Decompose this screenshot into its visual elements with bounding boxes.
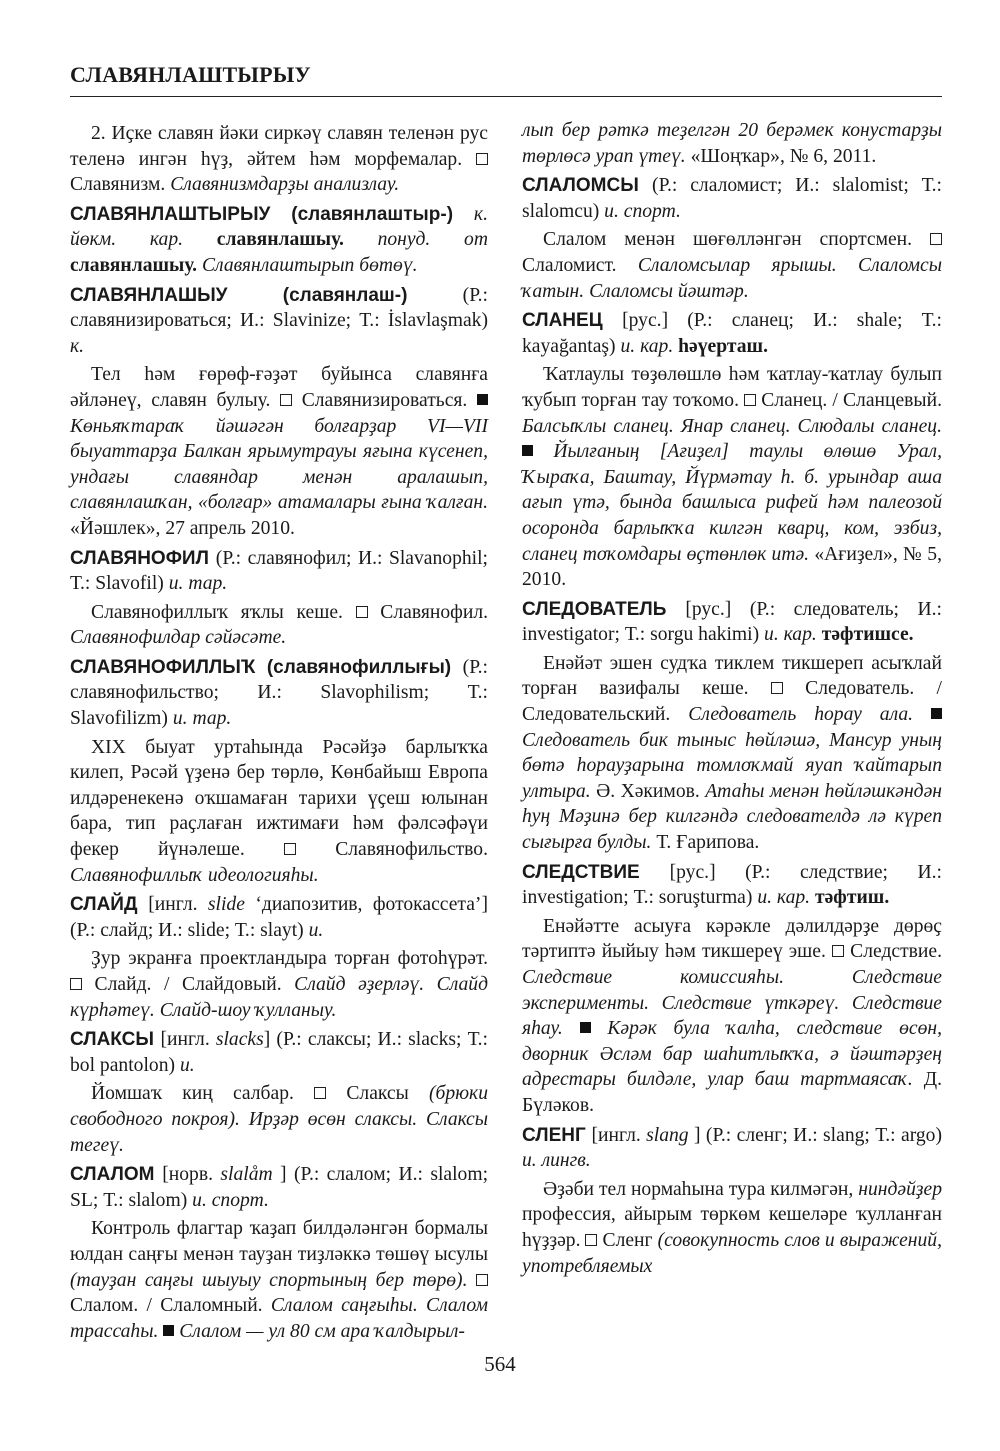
dictionary-entry	[522, 308, 942, 359]
text-run: (Р.: слаломист; И.: slalomist; Т.: slalomcu)	[522, 175, 942, 222]
text-run	[467, 1270, 476, 1291]
italic-text: к. йөкм. кар.	[70, 203, 488, 251]
text-run: [ингл.	[160, 1029, 216, 1051]
text-run: Слалом. / Слаломный.	[70, 1295, 271, 1317]
text-run: «Ағиҙел», № 5, 2010.	[522, 543, 942, 591]
page-number: 564	[484, 1352, 516, 1376]
left-column	[70, 118, 488, 1344]
text-run: Енәйәт эшен судҡа тиклем тикшереп асыҡлай торған вазифалы кеше.	[522, 652, 942, 700]
text-run: Сленг	[597, 1229, 658, 1251]
text-run: (Р.: славянизироваться; И.: Slavinize; Т.: İslavlaşmak)	[70, 284, 488, 332]
text-run: профессия, айырым төркөм кешеләре ҡулланған һүҙҙәр.	[522, 1204, 942, 1251]
white-square-marker-icon	[314, 1087, 326, 1099]
text-run: Йомшаҡ киң салбар.	[91, 1083, 315, 1105]
italic-text: и. спорт.	[604, 200, 681, 222]
text-run: Славянизироваться.	[292, 389, 477, 411]
text-run: Славянофильство.	[295, 839, 488, 861]
italic-text: slide	[207, 894, 245, 916]
definition-paragraph	[70, 1081, 488, 1158]
dictionary-entry	[70, 1027, 488, 1078]
dictionary-entry	[522, 1123, 942, 1174]
text-run: Слалом менән шөғөлләнгән спортсмен.	[543, 229, 930, 251]
definition-paragraph	[522, 1177, 942, 1279]
italic-text: Славянофилдар сәйәсәте.	[70, 627, 287, 649]
right-column	[522, 118, 942, 1279]
text-run: [ингл.	[148, 894, 208, 916]
text-run: славянлашыу.	[70, 254, 202, 276]
definition-paragraph	[522, 118, 942, 169]
definition-paragraph	[522, 914, 942, 1119]
definition-paragraph	[70, 121, 488, 198]
headword: СЛАВЯНОФИЛЛЫҠ (славянофиллығы)	[70, 656, 463, 678]
italic-text: Слайд әҙерләү. Слайд күрһәтеү. Слайд-шоу ҡулланыу.	[70, 974, 488, 1021]
italic-text: лып бер рәткә теҙелгән 20 берәмек конустарҙы төрлөсә урап үтеү.	[522, 120, 942, 167]
text-run: һәүерташ.	[678, 335, 768, 357]
text-run: Ә. Хәкимов.	[590, 780, 706, 802]
text-run: [рус.] (Р.: сланец; И.: shale; Т.: kayağantaş)	[522, 310, 942, 357]
text-run: ] (Р.: сленг; И.: slang; Т.: argo)	[688, 1124, 942, 1146]
definition-paragraph	[70, 946, 488, 1023]
text-run: Слаломист.	[522, 254, 638, 276]
text-run: Славянофиллыҡ яҡлы кеше.	[91, 601, 356, 623]
italic-text: и. тар.	[172, 708, 232, 730]
dictionary-entry	[70, 892, 488, 943]
italic-text: к.	[70, 335, 85, 357]
italic-text: Следователь бик тыныс һөйләшә, Мансур уның бөтә һорауҙарына томлоҡмай яуап ҡайтарып ултыра.	[522, 729, 942, 802]
italic-text: (брюки свободного покроя). Ирҙәр өсөн слаксы. Слаксы тегеү.	[70, 1083, 488, 1156]
italic-text: и.	[308, 919, 324, 941]
definition-paragraph	[70, 600, 488, 651]
definition-paragraph	[522, 227, 942, 304]
text-run: (Р.: славянофильство; И.: Slavophilism; Т.: Slavofilizm)	[70, 656, 488, 730]
text-run: Следствие.	[844, 941, 942, 963]
black-square-marker-icon	[580, 1022, 591, 1033]
headword: СЛАВЯНЛАШТЫРЫУ (славянлаштыр-)	[70, 203, 474, 225]
text-run: [ингл.	[591, 1124, 647, 1146]
white-square-marker-icon	[284, 843, 296, 855]
text-run: Слайд. / Слайдовый.	[82, 974, 295, 995]
text-run: «Шоңҡар», № 6, 2011.	[685, 145, 877, 167]
headword: СЛАЙД	[70, 894, 149, 916]
italic-text: Кәрәк була ҡалһа, следствие өсөн, дворник Әсләм бар шаһитлыҡҡа, ә йәштәрҙең адрестары билдәле, улар баш тартмаясаҡ.	[522, 1018, 942, 1091]
text-run: [рус.] (Р.: следователь; И.: investigator; Т.: sorgu hakimi)	[522, 598, 942, 646]
text-run: славянлашыу.	[216, 229, 378, 251]
italic-text: slacks	[215, 1029, 264, 1051]
headword: СЛАВЯНОФИЛ	[70, 547, 216, 569]
text-run: «Йәшлек», 27 апрель 2010.	[70, 517, 295, 539]
text-run: Следователь. / Следовательский.	[522, 678, 942, 726]
headword: СЛЕДОВАТЕЛЬ	[522, 598, 686, 620]
italic-text: Йылғаның [Ағиҙел] таулы өлөшө Урал, Ҡыраҡа, Баштау, Йүрмәтау һ. б. урындар аша ағып үтә, бында башлыса рифей һәм палеозой осоронда барлыҡҡа килгән кварц, ком, эзбиз, сланец тоҡомдары өҫтөнлөк итә.	[522, 441, 942, 565]
definition-paragraph	[522, 651, 942, 856]
headword: СЛАЛОМСЫ	[522, 175, 653, 197]
text-run: Ҙур экранға проектландыра торған фотоһүрәт.	[91, 948, 488, 970]
definition-paragraph	[70, 1216, 488, 1344]
headword: СЛАКСЫ	[70, 1029, 161, 1051]
text-run: Сланец. / Сланцевый.	[756, 389, 942, 411]
headword: СЛАЛОМ	[70, 1164, 163, 1186]
italic-text: и. тар.	[168, 573, 228, 595]
headword: СЛЕНГ	[522, 1124, 592, 1146]
headword: СЛАНЕЦ	[522, 310, 623, 332]
italic-text: Балсыҡлы сланец. Янар сланец. Слюдалы сланец.	[522, 415, 942, 437]
text-run: Тел һәм ғөрөф-ғәҙәт буйынса славянға әйләнеү, славян булыу.	[70, 364, 488, 411]
italic-text: (тауҙан саңғы шыуыу спортының бер төрө).	[70, 1269, 468, 1291]
italic-text: Славянлаштырып бөтөү.	[201, 254, 418, 276]
italic-text: Слалом — ул 80 см ара ҡалдырыл-	[174, 1320, 465, 1342]
text-run: тәфтишсе.	[821, 624, 914, 646]
text-run: тәфтиш.	[814, 887, 890, 909]
black-square-marker-icon	[931, 708, 942, 719]
text-run: [рус.] (Р.: следствие; И.: investigation; Т.: soruşturma)	[522, 861, 942, 909]
italic-text: Слалом саңғыһы. Слалом трассаһы.	[70, 1295, 488, 1342]
white-square-marker-icon	[585, 1234, 597, 1246]
italic-text: Славянизмдарҙы анализлау.	[170, 174, 400, 196]
black-square-marker-icon	[163, 1325, 174, 1336]
text-run: ] (Р.: слалом; И.: slalom; SL; Т.: slalom)	[70, 1164, 489, 1211]
text-run: 2.	[91, 123, 112, 144]
text-run: Енәйәтте асыуға кәрәкле дәлилдәрҙе дөрөҫ тәртиптә йыйыу һәм тикшереү эше.	[522, 915, 942, 963]
definition-paragraph	[70, 735, 488, 889]
text-run: [норв.	[162, 1164, 221, 1186]
text-run: ] (Р.: слаксы; И.: slacks; Т.: bol pantolon)	[70, 1029, 488, 1076]
white-square-marker-icon	[476, 1274, 488, 1286]
definition-paragraph	[70, 362, 488, 541]
text-run: Әҙәби тел нормаһына тура килмәгән,	[543, 1178, 859, 1200]
italic-text: понуд. от	[377, 229, 488, 251]
italic-text: (совокупность слов и выражений, употребляемых	[522, 1229, 942, 1277]
running-head: СЛАВЯНЛАШТЫРЫУ	[70, 62, 311, 87]
dictionary-entry	[522, 860, 942, 911]
italic-text: Атаһы менән һөйләшкәндән һуң Мәҙинә бер килгәндә следователдә лә күреп сығырға булды.	[522, 780, 942, 854]
italic-text: ниндәйҙер	[858, 1178, 942, 1200]
italic-text: и. кар.	[757, 887, 815, 909]
italic-text: и. спорт.	[192, 1189, 269, 1211]
italic-text: Следователь һорау ала.	[688, 704, 914, 726]
text-run: Ҡатлаулы төҙөлөшлө һәм ҡатлау-ҡатлау булып ҡубып торған тау тоҡомо.	[522, 364, 942, 411]
text-run: Иҫке славян йәки сиркәү славян теленән рус теленә ингән һүҙ, әйтем һәм морфемалар.	[70, 123, 489, 170]
italic-text: и. кар.	[620, 335, 679, 357]
white-square-marker-icon	[744, 394, 756, 406]
dictionary-entry	[70, 655, 488, 732]
dictionary-entry	[70, 283, 488, 360]
italic-text: и. лингв.	[522, 1150, 591, 1172]
text-run: ‘диапозитив, фотокассета’] (Р.: слайд; И.: slide; Т.: slayt)	[70, 894, 488, 941]
text-run: Д. Бүләков.	[522, 1069, 942, 1116]
text-run: Контроль флагтар ҡаҙап билдәләнгән бормалы юлдан саңғы менән тауҙан тиҙләккә төшөү ысулы	[70, 1218, 488, 1265]
text-run: Т. Ғарипова.	[651, 832, 760, 854]
white-square-marker-icon	[280, 394, 292, 406]
italic-text: и. кар.	[764, 624, 822, 646]
white-square-marker-icon	[930, 233, 942, 245]
italic-text: Көньяҡтараҡ йәшәгән болғарҙар VI—VII быуаттарҙа Балкан ярымутрауы яғына күсенеп, ундағы славяндар менән аралашып, славянлашҡан, «болғар» атамалары ғына ҡалған.	[70, 415, 488, 514]
italic-text: Следствие комиссияһы. Следствие эксперименты. Следствие үткәреү. Следствие яһау.	[522, 967, 942, 1040]
italic-text: Слаломсылар ярышы. Слаломсы ҡатын. Слаломсы йәштәр.	[522, 254, 942, 302]
dictionary-entry	[522, 597, 942, 648]
black-square-marker-icon	[522, 445, 533, 456]
definition-paragraph	[522, 362, 942, 592]
headword: СЛЕДСТВИЕ	[522, 861, 670, 883]
white-square-marker-icon	[476, 153, 488, 165]
text-run: (Р.: славянофил; И.: Slavanophil; Т.: Slavofil)	[70, 547, 488, 595]
text-run	[913, 704, 931, 725]
text-run	[563, 1018, 580, 1039]
italic-text: slang	[646, 1124, 689, 1146]
white-square-marker-icon	[356, 606, 368, 618]
dictionary-entry	[522, 173, 942, 224]
black-square-marker-icon	[477, 394, 488, 405]
dictionary-entry	[70, 1162, 488, 1213]
header-rule	[70, 96, 942, 97]
text-run: XIX быуат уртаһында Рәсәйҙә барлыҡҡа килеп, Рәсәй үҙенә бер төрлө, Көнбайыш Европа илдәренекенә оҡшамаған тарихи үҫеш юлынан бара, тип раҫлаған ижтимағи һәм фәлсәфәүи фекер йүнәлеше.	[70, 736, 488, 861]
white-square-marker-icon	[70, 978, 82, 990]
headword: СЛАВЯНЛАШЫУ (славянлаш-)	[70, 284, 463, 306]
italic-text: и.	[179, 1054, 195, 1076]
text-run: Слаксы	[326, 1083, 430, 1105]
italic-text: slalåm	[220, 1164, 273, 1186]
dictionary-entry	[70, 202, 488, 279]
white-square-marker-icon	[771, 682, 783, 694]
text-run: Славянизм.	[70, 174, 171, 196]
dictionary-entry	[70, 546, 488, 597]
text-run: Славянофил.	[367, 601, 488, 623]
white-square-marker-icon	[832, 945, 844, 957]
italic-text: Славянофиллыҡ идеологияһы.	[70, 864, 319, 886]
